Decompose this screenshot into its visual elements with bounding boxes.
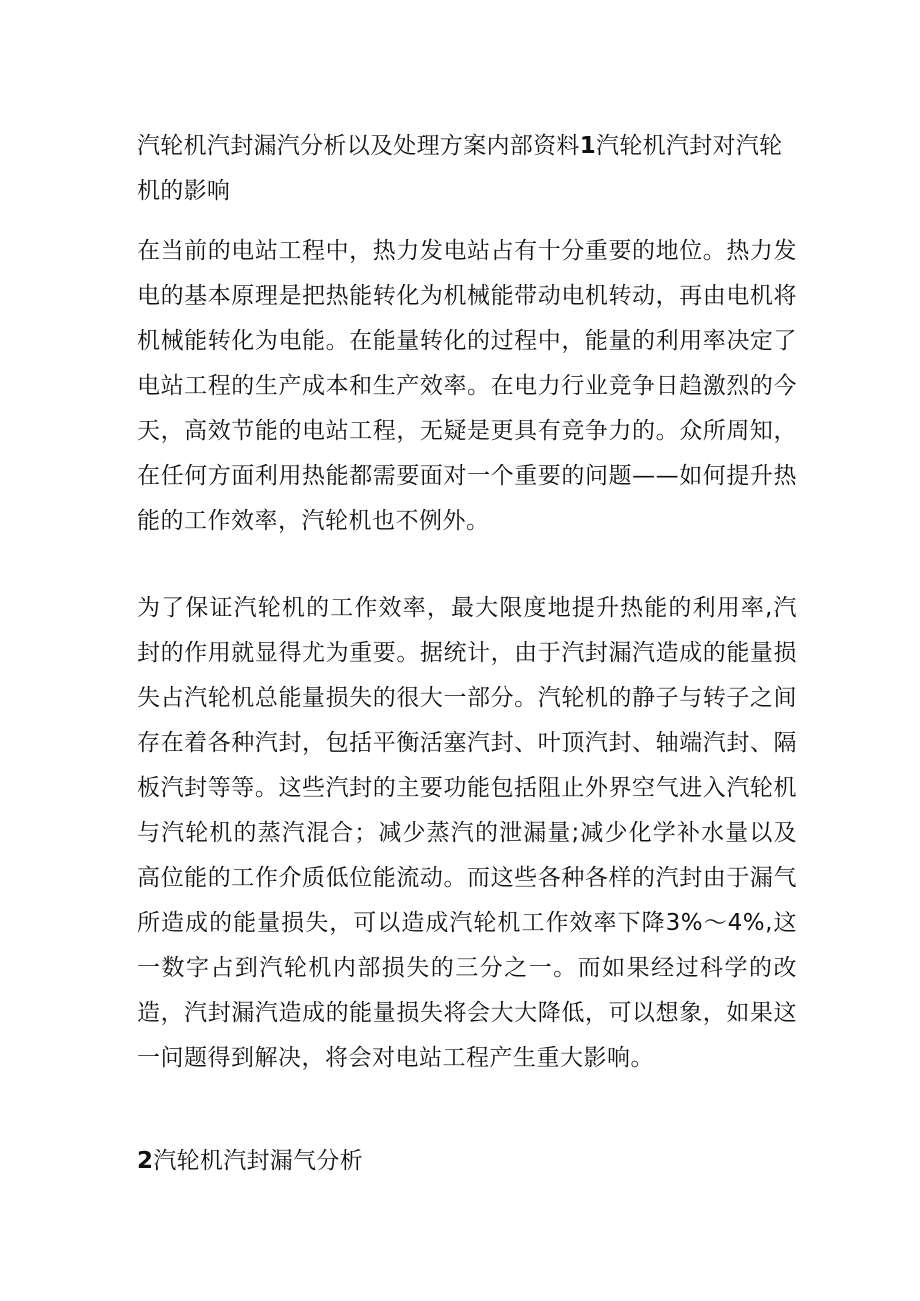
- paragraph-1: 在当前的电站工程中，热力发电站占有十分重要的地位。热力发电的基本原理是把热能转化为机械能带动电机转动，再由电机将机械能转化为电能。在能量转化的过程中，能量的利用率决定了电站工程的生产成本和生产效率。在电力行业竞争日趋激烈的今天，高效节能的电站工程，无疑是更具有竞争力的。众所周知，在任何方面利用热能都需要面对一个重要的问题——如何提升热能的工作效率，汽轮机也不例外。: [137, 238, 797, 534]
- paragraph-2: 为了保证汽轮机的工作效率，最大限度地提升热能的利用率,汽封的作用就显得尤为重要。据统计，由于汽封漏汽造成的能量损失占汽轮机总能量损失的很大一部分。汽轮机的静子与转子之间存在着各种汽封，包括平衡活塞汽封、叶顶汽封、轴端汽封、隔板汽封等等。这些汽封的主要功能包括阻止外界空气进入汽轮机与汽轮机的蒸汽混合；减少蒸汽的泄漏量;减少化学补水量以及高位能的工作介质低位能流动。而这些各种各样的汽封由于漏气所造成的能量损失，可以造成汽轮机工作效率下降3%～4%,这一数字占到汽轮机内部损失的三分之一。而如果经过科学的改造，汽封漏汽造成的能量损失将会大大降低，可以想象，如果这一问题得到解决，将会对电站工程产生重大影响。: [137, 595, 797, 1071]
- document-title: [137, 124, 797, 214]
- section-number-2: 2: [137, 1148, 154, 1174]
- title-text-2: 汽轮机汽封对汽轮机的影响: [137, 133, 783, 204]
- section-number-1: 1: [579, 133, 597, 159]
- section-heading-2: [137, 1139, 797, 1184]
- title-text-1: 汽轮机汽封漏汽分析以及处理方案内部资料: [137, 133, 580, 159]
- section-title-2: 汽轮机汽封漏气分析: [153, 1148, 364, 1174]
